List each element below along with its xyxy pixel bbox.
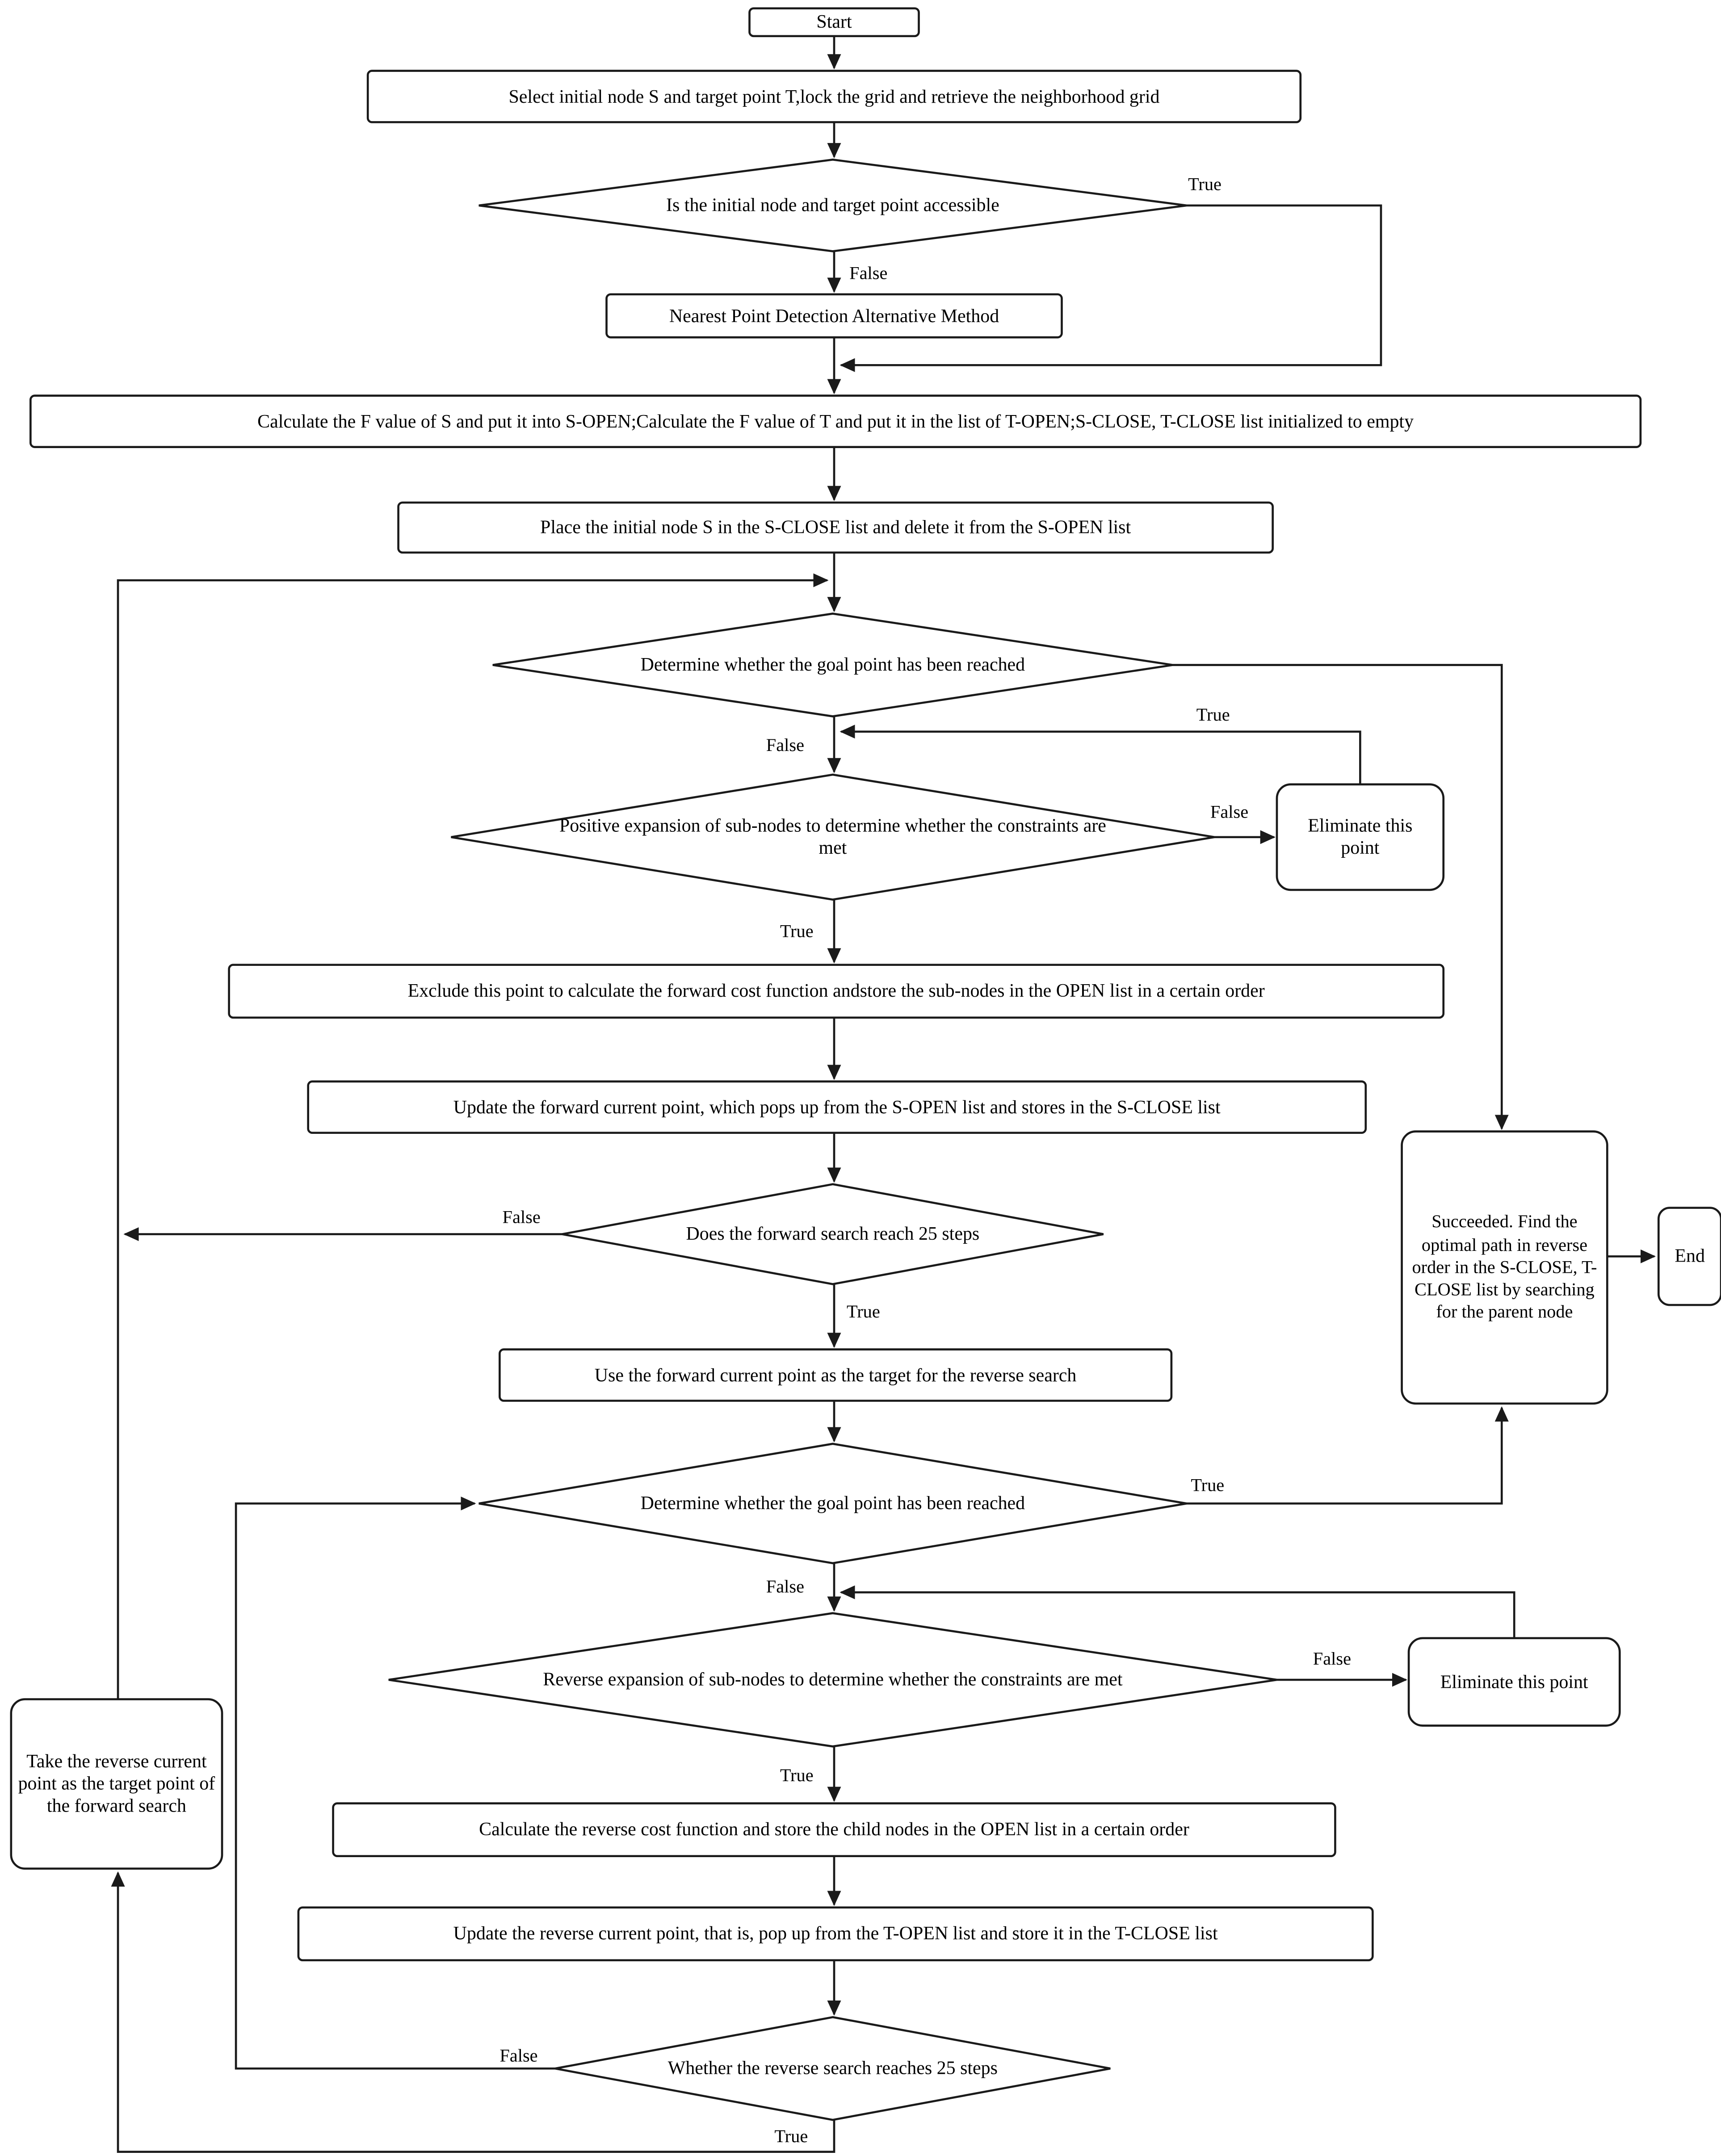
node-use-forward-as-target: Use the forward current point as the target for the reverse search	[594, 1364, 1077, 1385]
node-place-initial: Place the initial node S in the S-CLOSE list and delete it from the S-OPEN list	[540, 516, 1131, 537]
label-goal1-false: False	[766, 734, 805, 755]
edge-goal2-true-succeeded	[1187, 1408, 1502, 1503]
edge-goal1-true-succeeded	[1173, 665, 1502, 1128]
node-update-reverse-point: Update the reverse current point, that is, pop up from the T-OPEN list and store it in the T-CLOSE list	[453, 1922, 1218, 1944]
label-exp2-false: False	[1313, 1648, 1352, 1669]
label-fwd25-false: False	[502, 1206, 541, 1228]
label-exp2-true: True	[780, 1764, 814, 1786]
node-nearest-point: Nearest Point Detection Alternative Method	[669, 305, 999, 326]
node-end: End	[1675, 1245, 1705, 1267]
node-eliminate-forward: Eliminate this point	[1308, 815, 1413, 858]
label-goal1-true: True	[1196, 704, 1230, 725]
node-calculate-f: Calculate the F value of S and put it into S-OPEN;Calculate the F value of T and put it in the list of T-OPEN;S-CLOSE, T-CLOSE list initialized to empty	[257, 410, 1414, 431]
label-exp1-false: False	[1210, 801, 1249, 822]
node-goal-check-reverse: Determine whether the goal point has been reached	[640, 1492, 1025, 1514]
node-reverse-25-steps: Whether the reverse search reaches 25 steps	[667, 2057, 998, 2079]
label-accessible-false: False	[849, 262, 888, 283]
label-accessible-true: True	[1188, 173, 1222, 195]
label-rev25-false: False	[500, 2045, 538, 2066]
node-reverse-expansion: Reverse expansion of sub-nodes to determine whether the constraints are met	[543, 1669, 1123, 1690]
label-goal2-true: True	[1191, 1474, 1225, 1495]
label-rev25-true: True	[774, 2125, 808, 2147]
node-take-reverse-as-target: Take the reverse current point as the target point of the forward search	[18, 1750, 215, 1816]
label-goal2-false: False	[766, 1576, 805, 1597]
node-forward-25-steps: Does the forward search reach 25 steps	[686, 1223, 980, 1244]
node-update-forward-point: Update the forward current point, which pops up from the S-OPEN list and stores in the S-CLOSE list	[453, 1096, 1221, 1117]
node-exclude-forward-cost: Exclude this point to calculate the forward cost function andstore the sub-nodes in the OPEN list in a certain order	[407, 980, 1265, 1001]
node-start: Start	[816, 11, 852, 32]
node-select-initial: Select initial node S and target point T,lock the grid and retrieve the neighborhood grid	[508, 85, 1160, 106]
node-positive-expansion: Positive expansion of sub-nodes to determine whether the constraints are met	[559, 815, 1106, 858]
node-succeeded: Succeeded. Find the optimal path in reverse order in the S-CLOSE, T-CLOSE list by searching for the parent node	[1412, 1211, 1597, 1322]
label-exp1-true: True	[780, 920, 814, 941]
node-accessible-decision: Is the initial node and target point accessible	[666, 194, 999, 215]
edge-rev25-false-goal2	[236, 1503, 555, 2068]
node-goal-check-forward: Determine whether the goal point has been reached	[640, 654, 1025, 675]
node-eliminate-reverse: Eliminate this point	[1440, 1670, 1588, 1692]
node-calculate-reverse-cost: Calculate the reverse cost function and store the child nodes in the OPEN list in a certain order	[479, 1818, 1189, 1840]
label-fwd25-true: True	[846, 1300, 880, 1322]
